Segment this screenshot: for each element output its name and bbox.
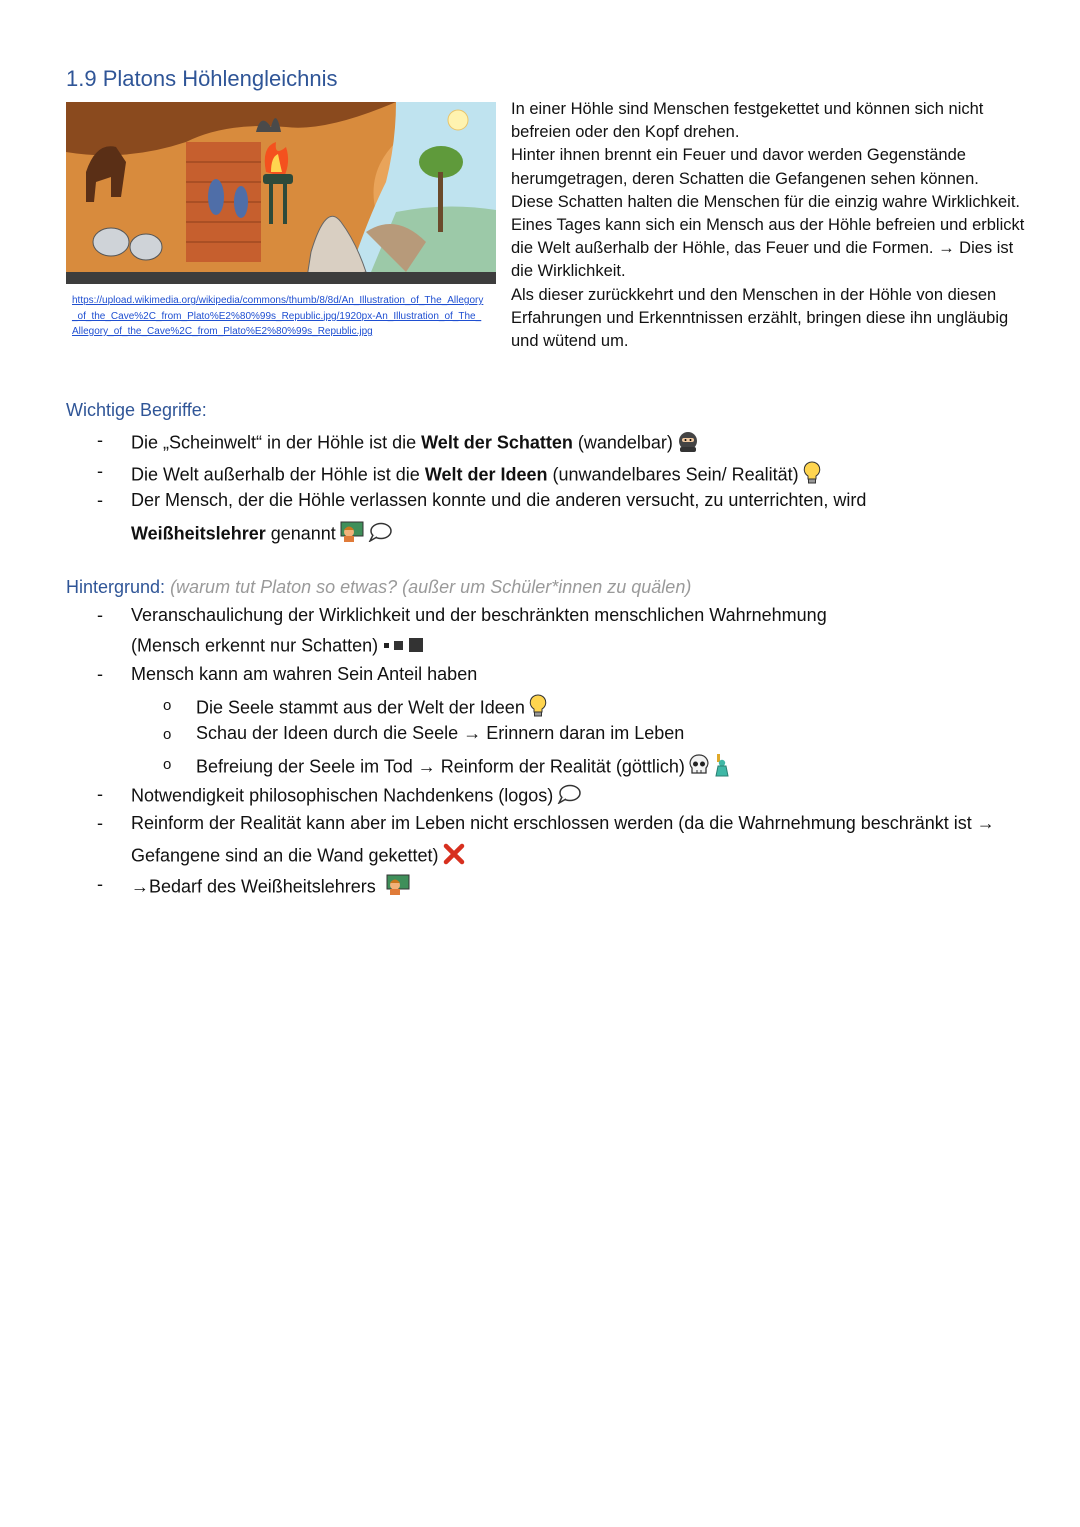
squares-icon — [382, 635, 428, 658]
text-segment: (Mensch erkennt nur Schatten) — [131, 635, 379, 656]
intro-text — [511, 98, 1031, 353]
hintergrund-item: Reinform der Realität kann aber im Leben nicht erschlossen werden (da die Wahrnehmung beschränkt ist → — [131, 813, 995, 833]
heading-text: Hintergrund: — [66, 577, 166, 597]
intro-paragraph: In einer Höhle sind Menschen festgekettet und können sich nicht befreien oder den Kopf drehen. — [511, 100, 984, 142]
text-segment: Die Welt außerhalb der Höhle ist die — [131, 464, 425, 485]
text-segment: Gefangene sind an die Wand gekettet) — [131, 845, 439, 866]
bullet-dash: - — [97, 874, 103, 894]
term-bold: Weißheitslehrer — [131, 523, 266, 544]
begriff-item-schatten — [131, 430, 699, 457]
text-segment: Notwendigkeit philosophischen Nachdenkens (logos) — [131, 785, 554, 806]
text-segment: (unwandelbares Sein/ Realität) — [547, 464, 799, 485]
speech-bubble-icon — [557, 784, 581, 809]
section-heading-begriffe: Wichtige Begriffe: — [66, 400, 207, 420]
hintergrund-subitem — [196, 753, 731, 782]
text-segment: genannt — [265, 523, 336, 544]
hintergrund-item-continued — [131, 843, 465, 870]
page-title: 1.9 Platons Höhlengleichnis — [66, 66, 338, 91]
intro-paragraph: Hinter ihnen brennt ein Feuer und davor werden Gegenstände herumgetragen, deren Schatten die Gefangenen sehen können. — [511, 146, 979, 188]
text-segment: Die „Scheinwelt“ in der Höhle ist die — [131, 432, 422, 453]
lightbulb-icon — [803, 461, 821, 490]
heading-aside: (warum tut Platon so etwas? (außer um Schüler*innen zu quälen) — [165, 577, 692, 597]
begriff-item-lehrer-line1: Der Mensch, der die Höhle verlassen konnte und die anderen versucht, zu unterrichten, wird — [131, 490, 867, 510]
speech-bubble-icon — [368, 522, 392, 547]
hintergrund-subitem: Schau der Ideen durch die Seele → Erinnern daran im Leben — [196, 723, 685, 743]
lightbulb-icon — [529, 694, 547, 723]
bullet-dash: - — [97, 490, 103, 510]
bullet-circle: o — [163, 726, 172, 743]
begriff-item-ideen — [131, 461, 821, 490]
skull-icon — [689, 754, 709, 781]
red-cross-icon — [443, 843, 465, 870]
teacher-icon — [340, 521, 364, 548]
ninja-icon — [677, 430, 699, 457]
term-bold: Welt der Ideen — [424, 464, 548, 485]
text-segment: Befreiung der Seele im Tod → Reinform der Realität (göttlich) — [196, 756, 685, 777]
teacher-icon — [386, 874, 410, 901]
intro-paragraph: Als dieser zurückkehrt und den Menschen in der Höhle von diesen Erfahrungen und Erkenntnissen erzählt, bringen diese ihn ungläubig und wütend um. — [511, 285, 1009, 351]
bullet-circle: o — [163, 697, 172, 714]
hintergrund-item: Veranschaulichung der Wirklichkeit und der beschränkten menschlichen Wahrnehmung — [131, 605, 827, 625]
hintergrund-item — [131, 874, 410, 901]
text-segment: →Bedarf des Weißheitslehrers — [131, 876, 376, 897]
image-source-link[interactable]: https://upload.wikimedia.org/wikipedia/commons/thumb/8/8d/An_Illustration_of_The_Allegory_of_the_Cave%2C_from_Plato%E2%80%99s_Republic.jpg/1920px-An_Illustration_of_The_Allegory_of_the_Cave%2C_from_Plato%E2%80%99s_Republic.jpg — [72, 295, 484, 337]
hintergrund-item-continued — [131, 635, 428, 658]
bullet-dash: - — [97, 813, 103, 833]
term-bold: Welt der Schatten — [421, 432, 573, 453]
hintergrund-subitem — [196, 694, 547, 723]
bullet-circle: o — [163, 756, 172, 773]
bullet-dash: - — [97, 430, 103, 450]
text-segment: Die Seele stammt aus der Welt der Ideen — [196, 697, 525, 718]
cave-illustration — [66, 102, 496, 284]
intro-paragraph: Diese Schatten halten die Menschen für die einzig wahre Wirklichkeit. — [511, 192, 1021, 211]
bullet-dash: - — [97, 784, 103, 804]
bullet-dash: - — [97, 605, 103, 625]
intro-paragraph: Eines Tages kann sich ein Mensch aus der Höhle befreien und erblickt die Welt außerhalb der Höhle, das Feuer und die Formen. → Dies ist die Wirklichkeit. — [511, 216, 1025, 281]
text-segment: (wandelbar) — [572, 432, 673, 453]
bullet-dash: - — [97, 664, 103, 684]
statue-of-liberty-icon — [713, 753, 731, 782]
hintergrund-item: Mensch kann am wahren Sein Anteil haben — [131, 664, 478, 684]
hintergrund-item — [131, 784, 581, 809]
bullet-dash: - — [97, 461, 103, 481]
section-heading-hintergrund — [66, 577, 691, 598]
begriff-item-lehrer-line2 — [131, 521, 392, 548]
